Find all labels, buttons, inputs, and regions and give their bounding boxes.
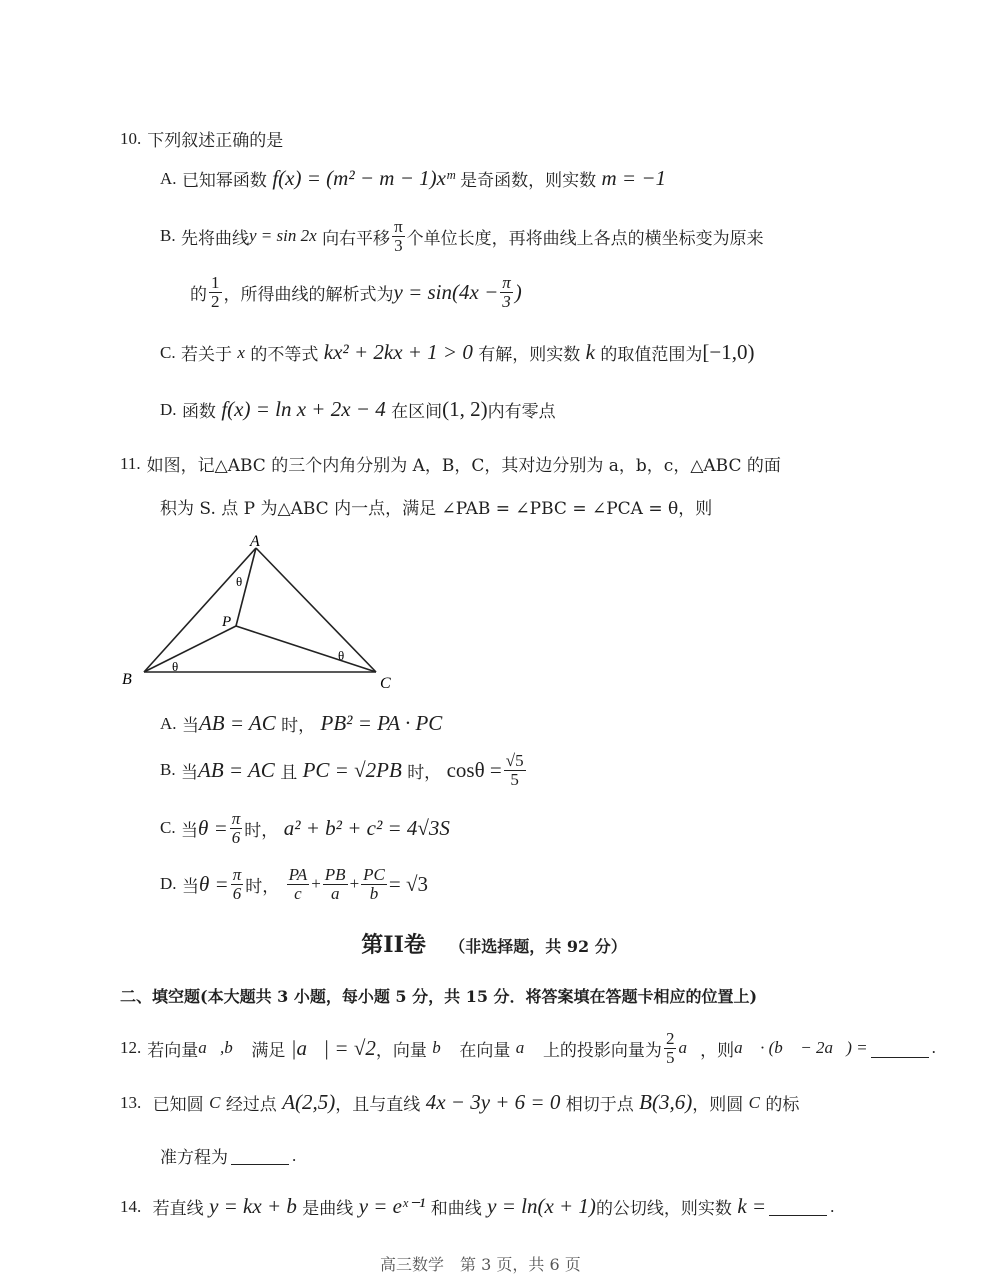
math: A(2,5): [282, 1090, 336, 1114]
text: 的: [190, 284, 207, 305]
math: (1, 2): [442, 397, 488, 421]
text: 有解，则实数: [478, 345, 581, 365]
frac-den: 2: [211, 291, 220, 311]
frac-num: PB: [324, 865, 346, 884]
text: 先将曲线: [181, 228, 249, 249]
math: kx² + 2kx + 1 > 0: [323, 340, 473, 364]
math: [−1,0): [702, 340, 755, 364]
vertex-a-label: A: [250, 533, 260, 550]
q11-option-b: [160, 752, 528, 789]
math: f(x) = (m² − m − 1)xᵐ: [272, 166, 455, 190]
text: ，且与直线: [335, 1095, 421, 1115]
text: 的标: [765, 1095, 800, 1115]
text: ，所得曲线的解析式为: [223, 284, 394, 305]
text: 当: [181, 876, 199, 897]
math: x: [237, 342, 245, 362]
text: 当: [181, 716, 199, 736]
frac-num: π: [394, 217, 403, 236]
frac-den: 5: [665, 1047, 675, 1067]
text: 已知幂函数: [181, 171, 267, 191]
frac-den: 6: [231, 827, 241, 847]
text: 若向量: [147, 1040, 199, 1061]
option-label: B.: [160, 760, 176, 780]
frac-num: π: [232, 865, 242, 884]
q13-number: 13.: [120, 1092, 142, 1112]
vertex-c-label: C: [380, 675, 391, 692]
text: ，则: [700, 1040, 735, 1061]
q13-cont: [160, 1143, 296, 1168]
math: b⃗: [432, 1038, 454, 1058]
q11-stem: [120, 451, 781, 476]
text: 积为 S. 点 P 为△ABC 内一点，满足 ∠PAB = ∠PBC = ∠PCA = θ，则: [160, 499, 713, 519]
text: 在区间: [391, 402, 443, 422]
part2-title: 第II卷: [361, 932, 426, 958]
q11-option-a: [160, 711, 442, 736]
vertex-b-label: B: [122, 671, 132, 688]
text: 若关于: [181, 345, 232, 365]
q12: [120, 1030, 936, 1067]
math: k: [585, 340, 595, 364]
text: 是奇函数，则实数: [460, 171, 597, 191]
triangle-figure: [118, 530, 408, 695]
q10-option-d: [160, 397, 556, 422]
text: 时，: [244, 820, 279, 841]
text: 经过点: [225, 1095, 277, 1115]
frac-den: c: [294, 883, 302, 903]
q12-number: 12.: [120, 1038, 142, 1058]
frac-num: 2: [665, 1029, 675, 1048]
fraction: [209, 274, 222, 311]
q10-option-b-cont: [190, 274, 522, 311]
q10-option-a: [160, 166, 666, 191]
page-footer: 高三数学 第 3 页，共 6 页: [380, 1255, 581, 1274]
part2-subtitle: （非选择题，共 92 分）: [449, 937, 627, 956]
fraction: [361, 866, 387, 903]
math: C: [209, 1092, 221, 1112]
segment-pc: [236, 626, 376, 672]
math: y = sin(4x −: [393, 279, 499, 304]
option-label: A.: [160, 713, 177, 733]
frac-num: π: [502, 273, 511, 292]
q14: [120, 1194, 834, 1219]
answer-blank: [871, 1039, 929, 1058]
text: 的公切线，则实数: [595, 1199, 732, 1219]
math: a⃗: [515, 1038, 538, 1058]
text: 时，: [245, 876, 280, 897]
plus-sign: +: [311, 874, 321, 894]
math: AB = AC: [198, 711, 276, 735]
option-label: A.: [160, 168, 177, 188]
q11-option-c: [160, 810, 450, 847]
math: B(3,6): [639, 1090, 693, 1114]
answer-blank: [769, 1197, 827, 1216]
part2-heading: [0, 928, 988, 959]
math: θ =: [198, 815, 228, 840]
math: f(x) = ln x + 2x − 4: [221, 397, 386, 421]
period: .: [292, 1145, 297, 1165]
math: y = sin 2x: [249, 226, 317, 246]
math: C: [748, 1092, 760, 1112]
fraction: [287, 866, 310, 903]
text: 是曲线: [302, 1199, 354, 1219]
math: cosθ =: [446, 757, 502, 782]
text: 在向量: [459, 1040, 511, 1061]
math: 4x − 3y + 6 = 0: [425, 1090, 561, 1114]
frac-num: PA: [288, 865, 308, 884]
text: 向右平移: [322, 228, 391, 249]
math: a⃗: [678, 1038, 701, 1058]
q13: [120, 1090, 799, 1115]
fraction: [231, 866, 244, 903]
math: m = −1: [601, 166, 667, 190]
frac-num: π: [231, 809, 241, 828]
math: y = eˣ⁻¹: [358, 1194, 426, 1218]
text: 的取值范围为: [600, 345, 703, 365]
side-ac: [256, 548, 376, 672]
fraction: [323, 866, 348, 903]
q10-option-c: [160, 340, 755, 365]
math: AB = AC: [198, 757, 275, 782]
frac-den: a: [330, 883, 340, 903]
period: .: [830, 1196, 835, 1216]
text: 满足: [251, 1040, 286, 1061]
q14-number: 14.: [120, 1196, 142, 1216]
math: a⃗,b⃗: [198, 1038, 246, 1058]
text: 当: [181, 762, 198, 783]
frac-den: 5: [510, 769, 519, 789]
text: 上的投影向量为: [542, 1040, 662, 1061]
frac-den: 3: [394, 235, 403, 255]
math: PC = √2PB: [302, 757, 402, 782]
answer-blank: [231, 1146, 289, 1165]
frac-num: 1: [211, 273, 220, 292]
text: 准方程为: [160, 1148, 228, 1168]
math: = √3: [388, 871, 429, 896]
frac-den: 6: [232, 883, 242, 903]
segment-pb: [144, 626, 236, 672]
q10-stem-text: 下列叙述正确的是: [147, 131, 284, 151]
math: PB² = PA · PC: [320, 711, 443, 735]
theta-label-b: θ: [172, 659, 179, 674]
frac-den: b: [369, 883, 379, 903]
q11-number: 11.: [120, 453, 141, 473]
plus-sign: +: [349, 874, 360, 894]
text: 的不等式: [250, 345, 319, 365]
frac-num: PC: [363, 865, 385, 884]
text: 且: [280, 762, 298, 783]
option-label: B.: [160, 226, 176, 246]
fraction: [392, 218, 405, 255]
side-ab: [144, 548, 256, 672]
fraction: [500, 274, 513, 311]
q11-stem-cont: [160, 494, 712, 519]
theta-label-c: θ: [338, 648, 345, 663]
period: .: [931, 1038, 936, 1058]
text: 个单位长度，再将曲线上各点的横坐标变为原来: [406, 228, 764, 249]
math: |a⃗| = √2: [290, 1035, 376, 1060]
q10-option-b: [160, 218, 764, 255]
option-label: D.: [160, 874, 177, 894]
section-heading: 二、填空题(本大题共 3 小题，每小题 5 分，共 15 分．将答案填在答题卡相应的位置上): [120, 987, 758, 1006]
text: 当: [181, 820, 198, 841]
text: 和曲线: [430, 1199, 482, 1219]
math: a² + b² + c² = 4√3S: [283, 815, 450, 840]
math: a⃗ · (b⃗ − 2a⃗) =: [734, 1038, 868, 1058]
text: 时，: [407, 762, 442, 783]
fraction: [664, 1030, 677, 1067]
fraction: [230, 810, 243, 847]
theta-label-a: θ: [236, 574, 243, 589]
text: 已知圆: [152, 1095, 204, 1115]
fraction: [504, 752, 526, 789]
math: k =: [737, 1194, 767, 1218]
option-label: D.: [160, 399, 177, 419]
q10-number: 10.: [120, 128, 142, 148]
frac-den: 3: [502, 291, 511, 311]
point-p-label: P: [222, 614, 232, 630]
text: 函数: [181, 402, 216, 422]
math: y = kx + b: [209, 1194, 297, 1218]
text: ，则圆: [692, 1095, 744, 1115]
text: 相切于点: [565, 1095, 634, 1115]
text: ，向量: [375, 1040, 427, 1061]
q11-option-d: [160, 866, 428, 903]
option-label: C.: [160, 818, 176, 838]
q10-stem: [120, 126, 283, 151]
math: ): [514, 279, 522, 304]
text: 如图，记△ABC 的三个内角分别为 A，B，C，其对边分别为 a，b，c，△ABC 的面: [146, 456, 781, 476]
text: 时，: [281, 716, 316, 736]
math: y = ln(x + 1): [487, 1194, 596, 1218]
text: 若直线: [152, 1199, 204, 1219]
text: 内有零点: [487, 402, 556, 422]
math: θ =: [198, 871, 229, 896]
option-label: C.: [160, 342, 176, 362]
frac-num: √5: [505, 751, 524, 770]
